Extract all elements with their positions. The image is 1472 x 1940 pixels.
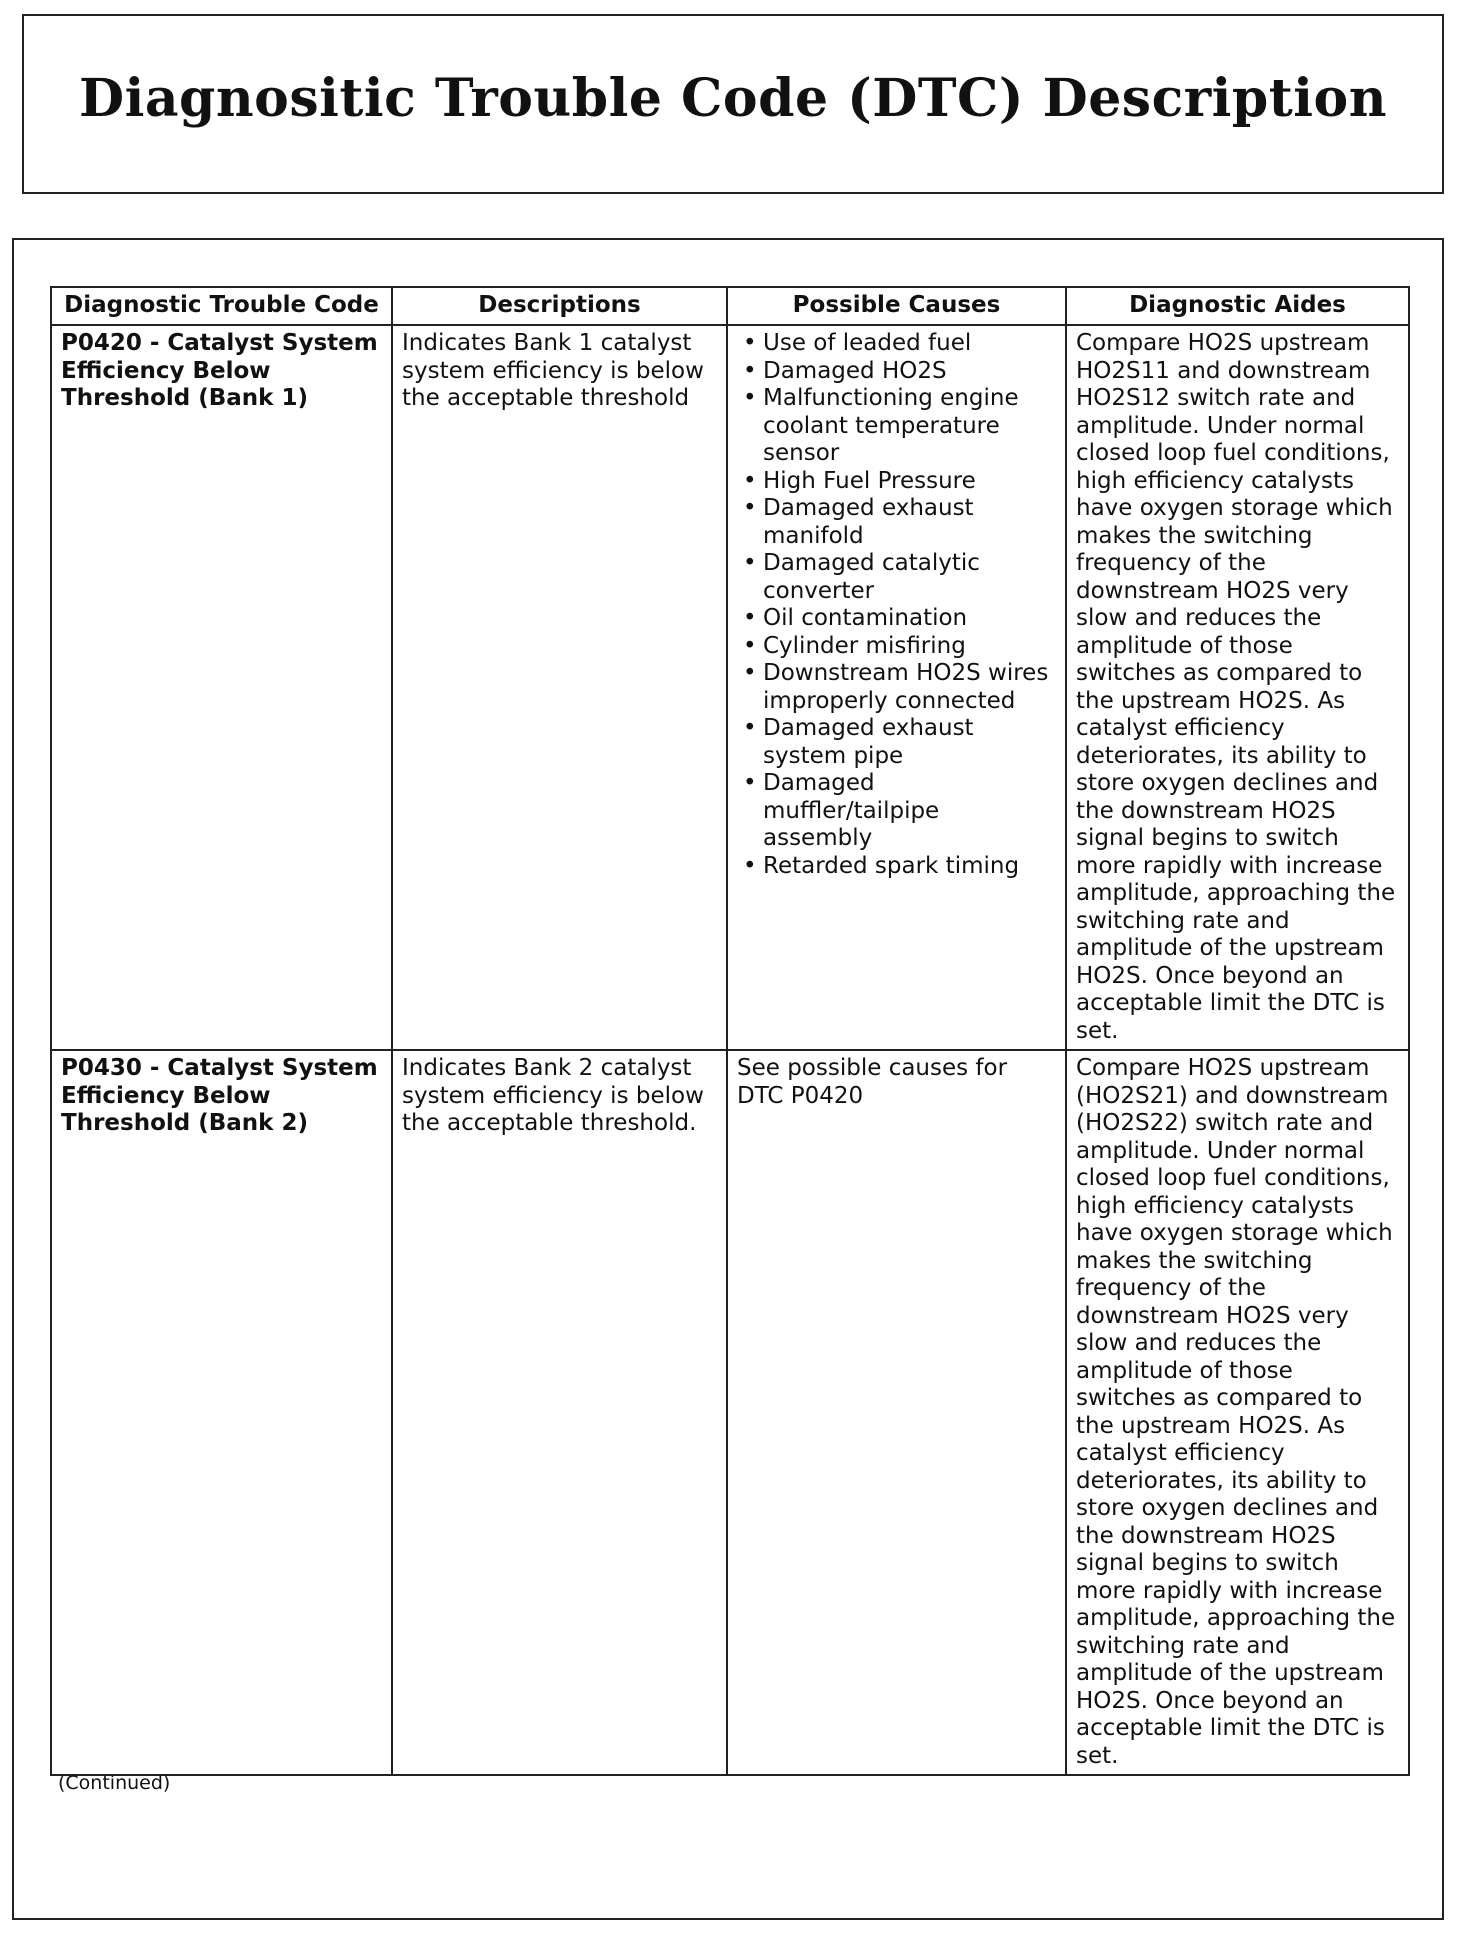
cause-item: • Cylinder misfiring: [737, 633, 1055, 661]
dtc-code-cell: P0430 - Catalyst System Efficiency Below Threshold (Bank 2): [51, 1050, 392, 1775]
cause-item: • Malfunctioning engine coolant temperature sensor: [737, 385, 1055, 468]
diagnostic-aides-cell: Compare HO2S upstream (HO2S21) and downstream (HO2S22) switch rate and amplitude. Under normal closed loop fuel conditions, high efficiency catalysts have oxygen storage which makes the switching frequency of the downstream HO2S very slow and reduces the amplitude of those switches as compared to the upstream HO2S. As catalyst efficiency deteriorates, its ability to store oxygen declines and the downstream HO2S signal begins to switch more rapidly with increase amplitude, approaching the switching rate and amplitude of the upstream HO2S. Once beyond an acceptable limit the DTC is set.: [1066, 1050, 1409, 1775]
cause-item: • Damaged muffler/tailpipe assembly: [737, 770, 1055, 853]
description-cell: Indicates Bank 2 catalyst system efficiency is below the acceptable threshold.: [392, 1050, 727, 1775]
causes-list: [737, 330, 1055, 880]
page-title: Diagnositic Trouble Code (DTC) Description: [78, 67, 1388, 129]
cause-item: • Oil contamination: [737, 605, 1055, 633]
possible-causes-cell: [727, 325, 1066, 1050]
cause-item: • Damaged HO2S: [737, 358, 1055, 386]
cause-item: • Damaged exhaust manifold: [737, 495, 1055, 550]
cause-item: • Damaged catalytic converter: [737, 550, 1055, 605]
cause-item: • Use of leaded fuel: [737, 330, 1055, 358]
cause-item: • Damaged exhaust system pipe: [737, 715, 1055, 770]
header-code: Diagnostic Trouble Code: [51, 287, 392, 325]
header-diagnostic-aides: Diagnostic Aides: [1066, 287, 1409, 325]
content-box: [12, 238, 1444, 1920]
dtc-code-cell: P0420 - Catalyst System Efficiency Below Threshold (Bank 1): [51, 325, 392, 1050]
diagnostic-aides-cell: Compare HO2S upstream HO2S11 and downstream HO2S12 switch rate and amplitude. Under normal closed loop fuel conditions, high efficiency catalysts have oxygen storage which makes the switching frequency of the downstream HO2S very slow and reduces the amplitude of those switches as compared to the upstream HO2S. As catalyst efficiency deteriorates, its ability to store oxygen declines and the downstream HO2S signal begins to switch more rapidly with increase amplitude, approaching the switching rate and amplitude of the upstream HO2S. Once beyond an acceptable limit the DTC is set.: [1066, 325, 1409, 1050]
cause-item: • High Fuel Pressure: [737, 468, 1055, 496]
table-header-row: [51, 287, 1409, 325]
header-possible-causes: Possible Causes: [727, 287, 1066, 325]
cause-item: • Downstream HO2S wires improperly connected: [737, 660, 1055, 715]
table-row: [51, 325, 1409, 1050]
dtc-table: [50, 286, 1410, 1776]
cause-item: • Retarded spark timing: [737, 853, 1055, 881]
title-box: [22, 14, 1444, 194]
table-row: [51, 1050, 1409, 1775]
header-descriptions: Descriptions: [392, 287, 727, 325]
description-cell: Indicates Bank 1 catalyst system efficiency is below the acceptable threshold: [392, 325, 727, 1050]
continued-note: (Continued): [58, 1772, 171, 1794]
possible-causes-cell: See possible causes for DTC P0420: [727, 1050, 1066, 1775]
